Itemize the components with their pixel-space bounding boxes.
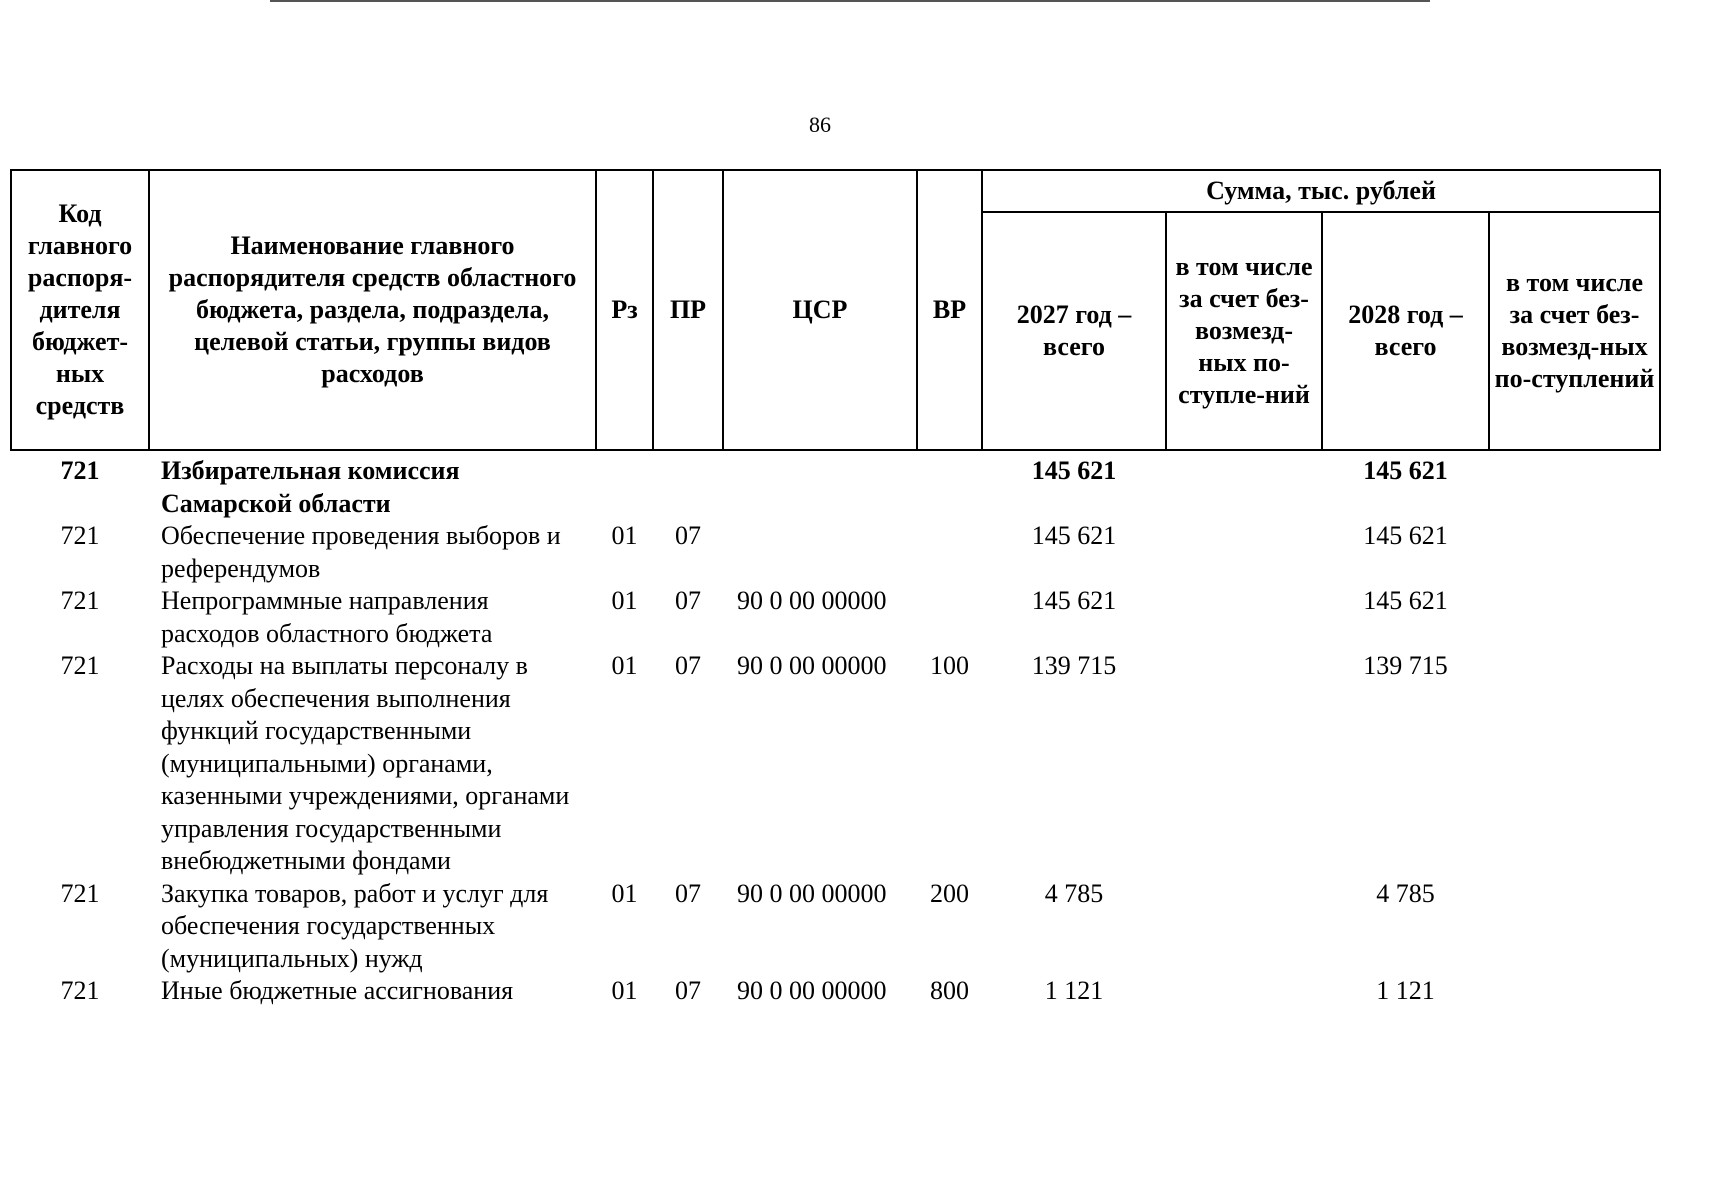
cell-csr	[723, 450, 917, 520]
header-2027-total: 2027 год – всего	[982, 212, 1166, 450]
cell-name: Избирательная комиссия Самарской области	[161, 456, 460, 518]
top-rule	[270, 0, 1430, 2]
cell-2028-grants	[1489, 650, 1660, 878]
cell-2027-total: 4 785	[1044, 878, 1104, 908]
cell-code: 721	[60, 521, 100, 550]
cell-rz	[596, 450, 653, 520]
header-pr: ПР	[653, 170, 723, 450]
cell-name: Закупка товаров, работ и услуг для обеспечения государственных (муниципальных) нужд	[161, 878, 549, 973]
budget-table	[10, 169, 1661, 1008]
cell-code: 721	[60, 456, 100, 485]
cell-2027-total: 145 621	[1031, 521, 1117, 550]
cell-name: Непрограммные направления расходов областного бюджета	[161, 586, 493, 648]
header-sum: Сумма, тыс. рублей	[982, 170, 1660, 212]
cell-2027-grants	[1166, 878, 1322, 976]
cell-pr: 07	[675, 976, 701, 1005]
cell-pr: 07	[675, 521, 701, 550]
page-number: 86	[809, 112, 831, 137]
cell-2028-total: 145 621	[1363, 586, 1448, 615]
cell-2028-total: 139 715	[1363, 651, 1448, 680]
cell-2028-grants	[1489, 450, 1660, 520]
header-2027-grants: в том числе за счет без-возмезд-ных по-ступле-ний	[1166, 212, 1322, 450]
cell-2028-total: 145 621	[1363, 521, 1448, 550]
table-row	[11, 520, 1660, 585]
cell-vr	[917, 450, 982, 520]
cell-2028-grants	[1489, 878, 1660, 976]
cell-code: 721	[60, 976, 100, 1005]
cell-2027-grants	[1166, 520, 1322, 585]
cell-csr: 90 0 00 00000	[737, 878, 887, 908]
cell-rz: 01	[611, 976, 638, 1005]
cell-2028-grants	[1489, 520, 1660, 585]
cell-2027-total: 145 621	[1031, 586, 1117, 615]
cell-csr: 90 0 00 00000	[737, 651, 887, 680]
cell-csr: 90 0 00 00000	[737, 976, 887, 1005]
header-2028-total: 2028 год – всего	[1322, 212, 1489, 450]
cell-rz: 01	[611, 651, 638, 680]
cell-pr	[653, 450, 723, 520]
cell-rz: 01	[611, 878, 638, 908]
table-row	[11, 450, 1660, 520]
header-rz: Рз	[596, 170, 653, 450]
cell-2027-grants	[1166, 975, 1322, 1008]
cell-2028-total: 4 785	[1376, 878, 1435, 908]
cell-csr: 90 0 00 00000	[737, 586, 887, 615]
cell-2027-grants	[1166, 585, 1322, 650]
cell-rz: 01	[611, 586, 638, 615]
cell-vr: 200	[930, 878, 969, 908]
header-vr: ВР	[917, 170, 982, 450]
cell-2027-grants	[1166, 450, 1322, 520]
cell-code: 721	[60, 651, 100, 680]
cell-csr	[723, 520, 917, 585]
header-csr: ЦСР	[723, 170, 917, 450]
cell-vr: 100	[930, 651, 969, 680]
table-row	[11, 585, 1660, 650]
cell-vr	[917, 520, 982, 585]
cell-vr	[917, 585, 982, 650]
header-2028-grants: в том числе за счет без-возмезд-ных по-ступлений	[1489, 212, 1660, 450]
cell-code: 721	[60, 586, 100, 615]
cell-2028-grants	[1489, 975, 1660, 1008]
cell-pr: 07	[675, 651, 701, 680]
cell-vr: 800	[930, 976, 969, 1005]
table-row	[11, 650, 1660, 878]
header-code: Код главного распоря-дителя бюджет-ных средств	[11, 170, 149, 450]
table-row	[11, 878, 1660, 976]
cell-2027-grants	[1166, 650, 1322, 878]
cell-2028-total: 1 121	[1376, 976, 1435, 1005]
cell-name: Иные бюджетные ассигнования	[161, 976, 514, 1005]
cell-2027-total: 145 621	[1031, 456, 1117, 485]
cell-rz: 01	[611, 521, 638, 550]
cell-2028-grants	[1489, 585, 1660, 650]
table-row	[11, 975, 1660, 1008]
cell-2027-total: 139 715	[1031, 651, 1117, 680]
cell-pr: 07	[675, 878, 701, 908]
cell-2028-total: 145 621	[1363, 456, 1448, 485]
cell-code: 721	[60, 878, 100, 908]
cell-name: Расходы на выплаты персоналу в целях обеспечения выполнения функций государственными (муниципальными) органами, казенными учреждениями, органами управления государственными внебюджетными фондами	[161, 651, 570, 875]
cell-2027-total: 1 121	[1044, 976, 1104, 1005]
cell-name: Обеспечение проведения выборов и референдумов	[161, 521, 561, 583]
cell-pr: 07	[675, 586, 701, 615]
header-name: Наименование главного распорядителя средств областного бюджета, раздела, подраздела, целевой статьи, группы видов расходов	[149, 170, 596, 450]
